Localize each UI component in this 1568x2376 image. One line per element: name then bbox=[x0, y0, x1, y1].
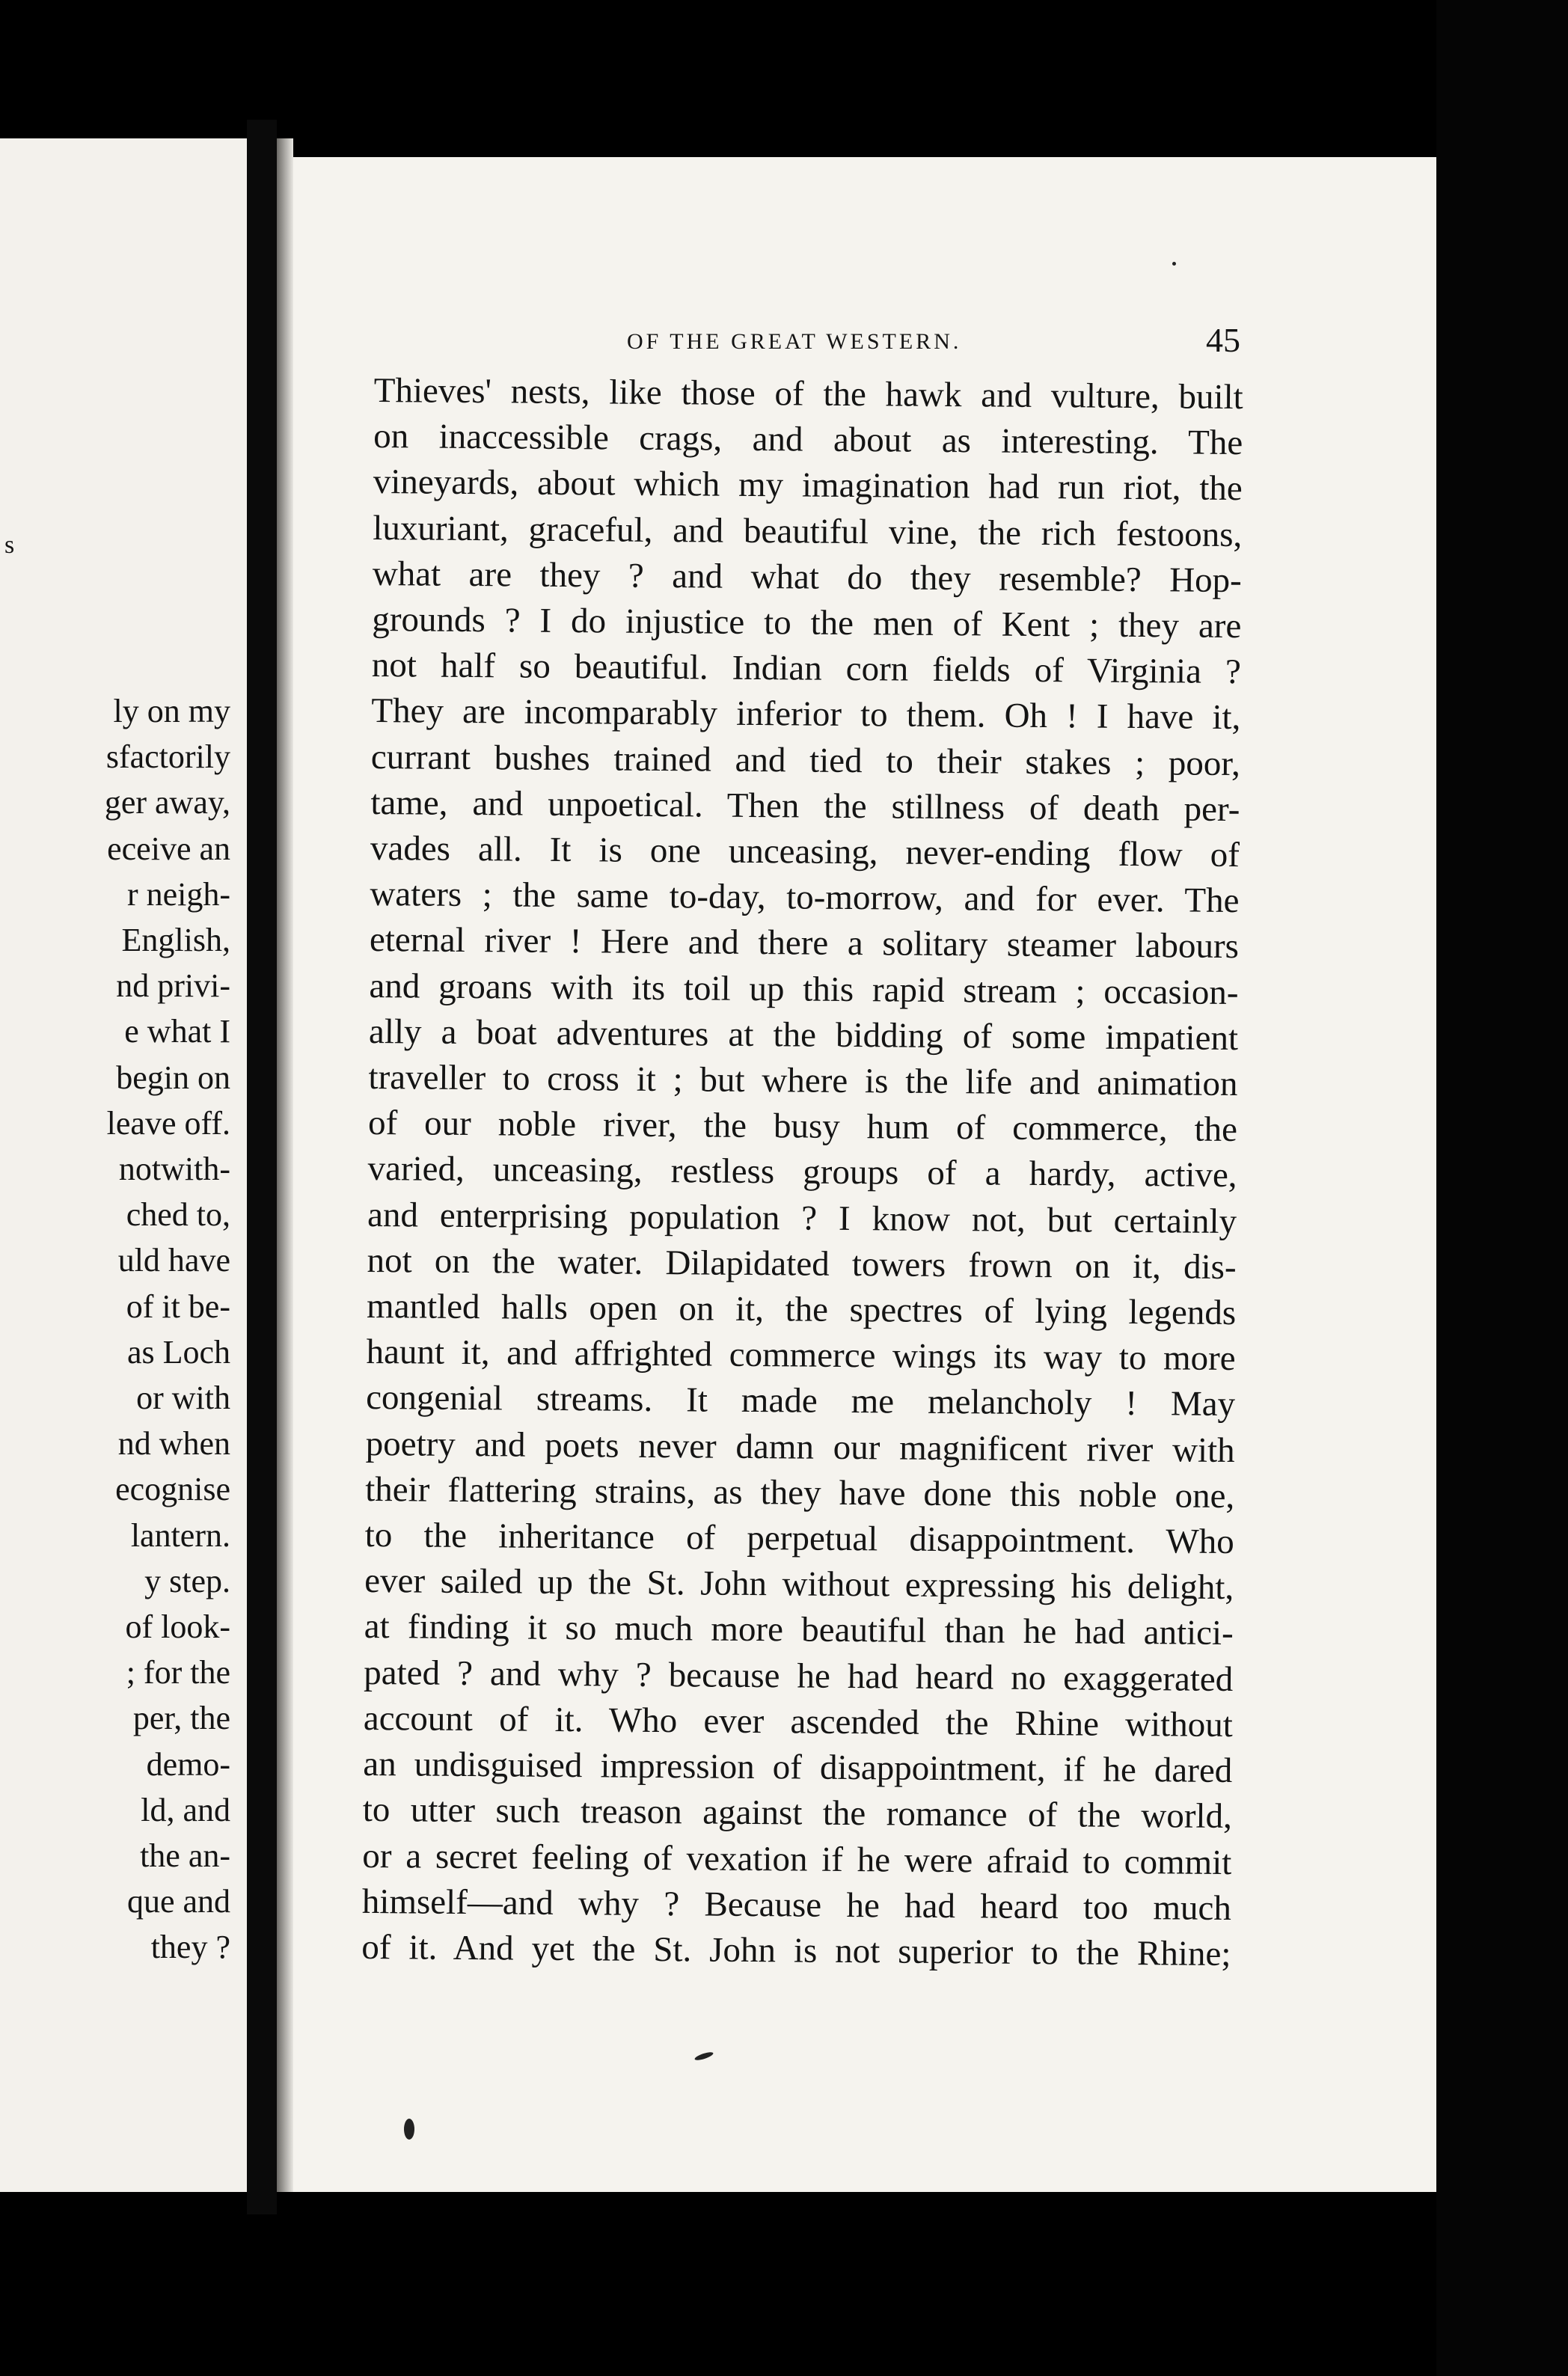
page-body-text bbox=[361, 368, 1243, 1977]
facing-page-line: r neigh- bbox=[126, 875, 230, 913]
ink-speck bbox=[404, 2119, 414, 2140]
facing-page-line: the an- bbox=[140, 1837, 230, 1875]
text-line: traveller to cross it ; but where is the life and animation bbox=[368, 1058, 1238, 1104]
facing-page-line: sfactorily bbox=[105, 738, 230, 776]
text-line: currant bushes trained and tied to their stakes ; poor, bbox=[370, 737, 1241, 783]
text-line: an undisguised impression of disappointment, if he dared bbox=[363, 1745, 1233, 1791]
facing-page-text bbox=[105, 688, 230, 1971]
book-gutter bbox=[247, 120, 277, 2214]
facing-page-line: y step. bbox=[144, 1562, 230, 1599]
ink-speck bbox=[1172, 262, 1176, 266]
text-line: varied, unceasing, restless groups of a hardy, active, bbox=[367, 1149, 1237, 1195]
gutter-shadow bbox=[277, 138, 293, 2192]
facing-page-line: ger away, bbox=[104, 784, 230, 821]
facing-page-line: e what I bbox=[124, 1013, 230, 1050]
text-line: or a secret feeling of vexation if he were afraid to commit bbox=[362, 1836, 1232, 1882]
text-line: ally a boat adventures at the bidding of some impatient bbox=[368, 1011, 1239, 1058]
facing-page-line: ecognise bbox=[115, 1471, 230, 1508]
facing-page-line: ly on my bbox=[113, 693, 230, 729]
text-line: to the inheritance of perpetual disappointment. Who bbox=[364, 1516, 1234, 1562]
text-line: their flattering strains, as they have done this noble one, bbox=[365, 1469, 1235, 1516]
facing-page-line: nd privi- bbox=[116, 967, 230, 1005]
facing-page-line: of it be- bbox=[126, 1287, 230, 1325]
text-line: tame, and unpoetical. Then the stillness of death per- bbox=[370, 783, 1240, 829]
facing-page-line: they ? bbox=[150, 1929, 230, 1966]
facing-page-line: begin on bbox=[116, 1059, 230, 1096]
text-line: not half so beautiful. Indian corn fields of Virginia ? bbox=[371, 646, 1242, 692]
text-line: vineyards, about which my imagination had run riot, the bbox=[373, 462, 1243, 509]
facing-page-line: ld, and bbox=[141, 1791, 230, 1828]
facing-page-line: of look- bbox=[125, 1608, 230, 1646]
facing-page-line: lantern. bbox=[130, 1516, 230, 1554]
right-page-edge bbox=[1436, 0, 1568, 2376]
text-line: and groans with its toil up this rapid stream ; occasion- bbox=[369, 966, 1239, 1012]
text-line: congenial streams. It made me melancholy ! May bbox=[365, 1378, 1236, 1424]
text-line: waters ; the same to-day, to-morrow, and for ever. The bbox=[370, 875, 1240, 921]
text-line: of it. And yet the St. John is not superior to the Rhine; bbox=[361, 1927, 1231, 1974]
book-page bbox=[293, 157, 1436, 2192]
text-line: mantled halls open on it, the spectres of lying legends bbox=[366, 1287, 1237, 1333]
text-line: haunt it, and affrighted commerce wings its way to more bbox=[366, 1332, 1236, 1379]
facing-page-line: ched to, bbox=[126, 1196, 230, 1234]
text-line: vades all. It is one unceasing, never-ending flow of bbox=[370, 829, 1240, 875]
text-line: They are incomparably inferior to them. Oh ! I have it, bbox=[371, 691, 1241, 738]
text-line: eternal river ! Here and there a solitary steamer labours bbox=[369, 920, 1240, 967]
facing-page-line: eceive an bbox=[107, 830, 230, 867]
facing-page-line: ; for the bbox=[126, 1654, 230, 1691]
text-line: on inaccessible crags, and about as interesting. The bbox=[373, 417, 1243, 463]
text-line: what are they ? and what do they resemble? Hop- bbox=[372, 554, 1243, 600]
text-line: ever sailed up the St. John without expressing his delight, bbox=[364, 1561, 1234, 1608]
facing-page-line: notwith- bbox=[118, 1151, 230, 1188]
facing-page bbox=[0, 138, 247, 2192]
text-line: luxuriant, graceful, and beautiful vine, the rich festoons, bbox=[373, 508, 1243, 554]
facing-page-line: que and bbox=[126, 1883, 230, 1920]
page-number: 45 bbox=[1206, 321, 1240, 359]
text-line: Thieves' nests, like those of the hawk and vulture, built bbox=[373, 370, 1243, 417]
facing-page-line: per, the bbox=[132, 1700, 230, 1737]
text-line: at finding it so much more beautiful than he had antici- bbox=[364, 1607, 1234, 1653]
text-line: poetry and poets never damn our magnificent river with bbox=[365, 1424, 1235, 1470]
text-line: to utter such treason against the romance of the world, bbox=[362, 1790, 1233, 1837]
text-line: of our noble river, the busy hum of commerce, the bbox=[367, 1103, 1238, 1150]
facing-page-line: nd when bbox=[117, 1425, 230, 1463]
facing-page-stray-mark: s bbox=[4, 531, 15, 559]
facing-page-line: as Loch bbox=[126, 1333, 230, 1371]
facing-page-line: leave off. bbox=[106, 1104, 230, 1142]
text-line: account of it. Who ever ascended the Rhine without bbox=[363, 1698, 1233, 1745]
running-head: OF THE GREAT WESTERN. bbox=[627, 329, 962, 354]
text-line: pated ? and why ? because he had heard no exaggerated bbox=[364, 1653, 1234, 1699]
facing-page-line: uld have bbox=[117, 1242, 230, 1279]
ink-speck bbox=[694, 2051, 714, 2062]
facing-page-line: English, bbox=[121, 922, 230, 959]
text-line: himself—and why ? Because he had heard too much bbox=[361, 1881, 1232, 1928]
text-line: and enterprising population ? I know not, but certainly bbox=[367, 1195, 1237, 1241]
text-line: grounds ? I do injustice to the men of Kent ; they are bbox=[372, 600, 1242, 646]
facing-page-line: demo- bbox=[146, 1745, 230, 1783]
facing-page-line: or with bbox=[136, 1380, 230, 1417]
text-line: not on the water. Dilapidated towers frown on it, dis- bbox=[367, 1240, 1237, 1287]
